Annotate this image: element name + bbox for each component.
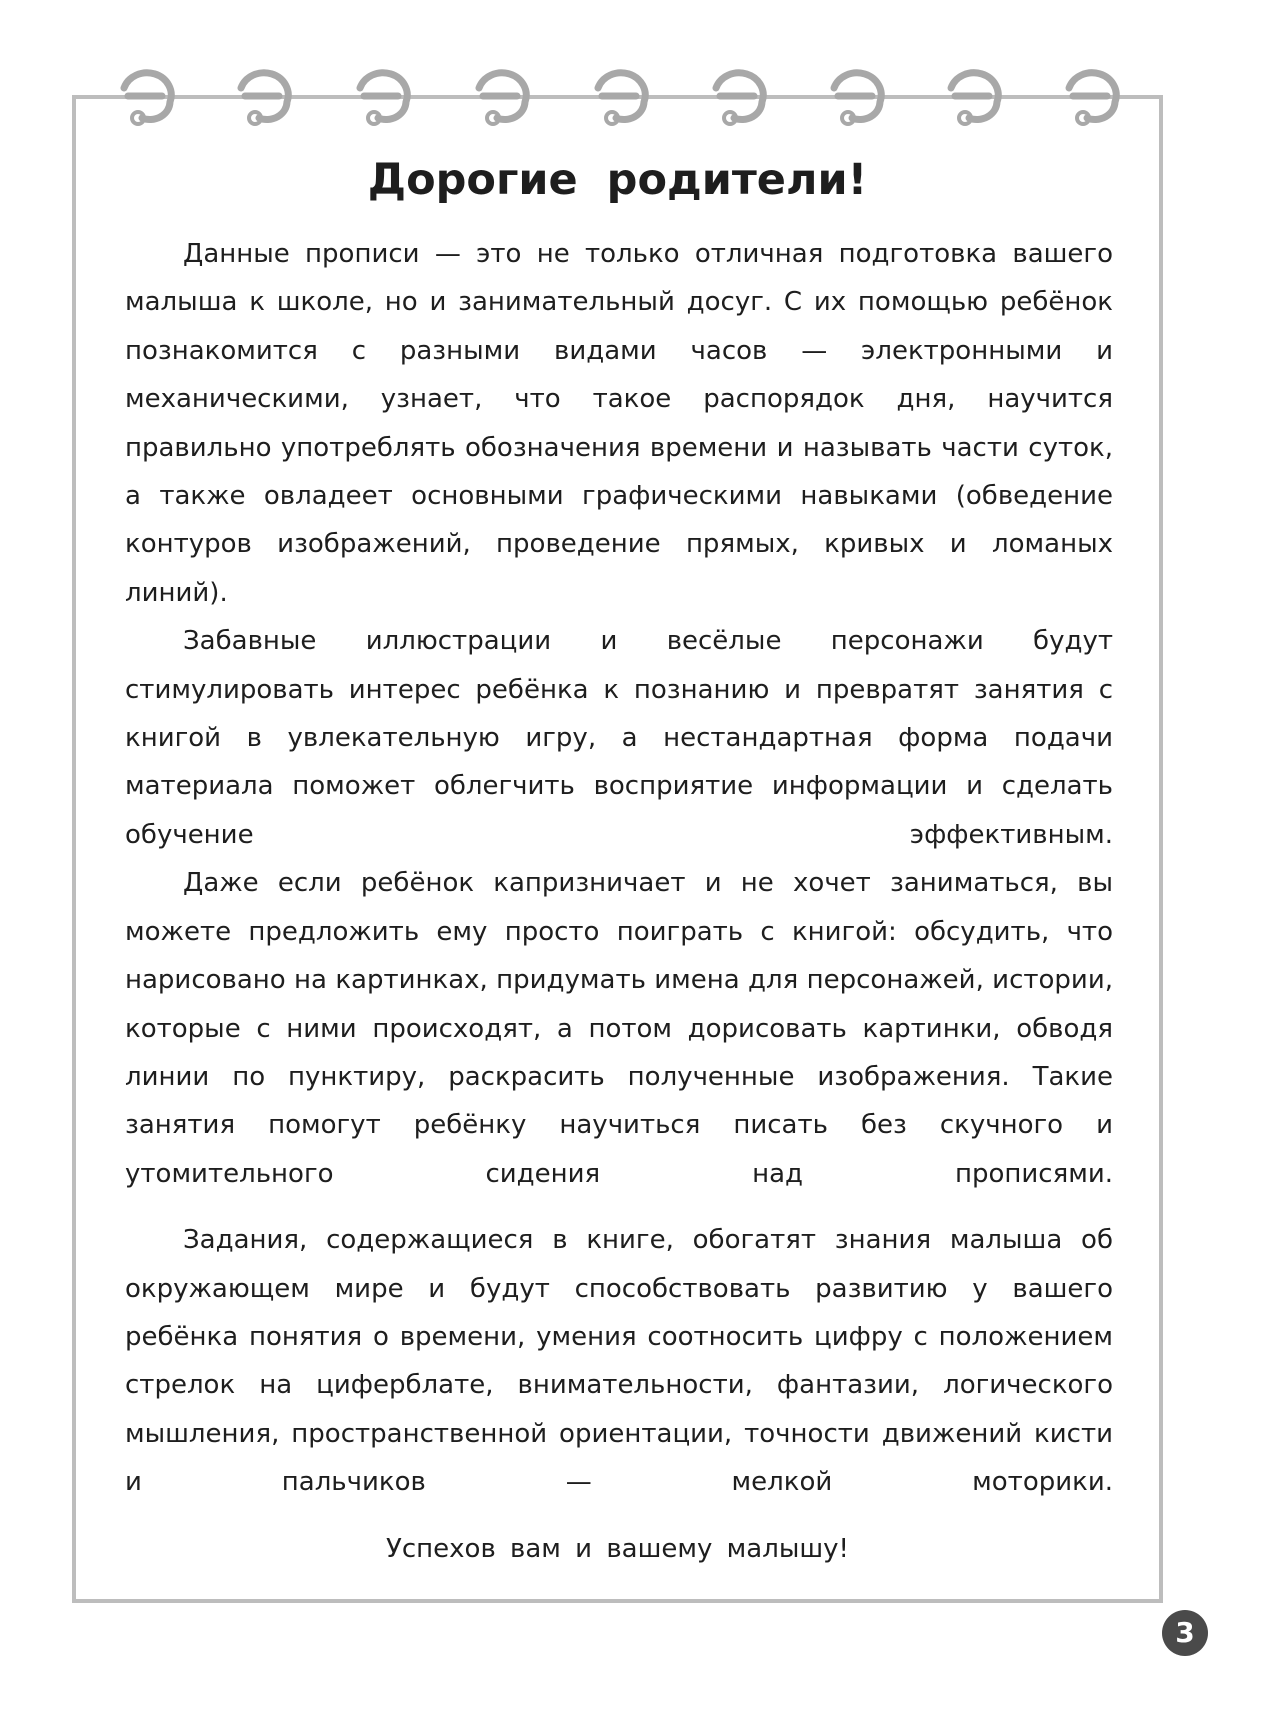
paragraph-1: Данные прописи — это не только отличная подготовка вашего малыша к школе, но и занимательный досуг. С их помощью ребёнок познакомится с разными видами часов — электронными и механическими, узнает, что такое распорядок дня, научится правильно употреблять обозначения времени и называть части суток, а также овладеет основными графическими навыками (обведение контуров изображений, проведение прямых, кривых и ломаных линий). <box>125 239 1113 608</box>
paragraph-4: Задания, содержащиеся в книге, обогатят знания малыша об окружающем мире и будут способствовать развитию у вашего ребёнка понятия о времени, умения соотносить цифру с положением стрелок на циферблате, внимательности, фантазии, логического мышления, пространственной ориентации, точности движений кисти и пальчиков — мелкой моторики. <box>125 1225 1113 1498</box>
page-number-badge: 3 <box>1162 1610 1208 1656</box>
paragraph-2: Забавные иллюстрации и весёлые персонажи будут стимулировать интерес ребёнка к познанию и превратят занятия с книгой в увлекательную игру, а нестандартная форма подачи материала поможет облегчить восприятие информации и сделать обучение эффективным. <box>125 626 1113 850</box>
page-title: Дорогие родители! <box>367 155 868 205</box>
paragraph-3: Даже если ребёнок капризничает и не хочет заниматься, вы можете предложить ему просто поиграть с книгой: обсудить, что нарисовано на картинках, придумать имена для персонажей, истории, которые с ними происходят, а потом дорисовать картинки, обводя линии по пунктиру, раскрасить полученные изображения. Такие занятия помогут ребёнку научиться писать без скучного и утомительного сидения над прописями. <box>125 868 1113 1189</box>
letter-body <box>125 230 1113 1507</box>
closing-line: Успехов вам и вашему малышу! <box>386 1534 849 1564</box>
